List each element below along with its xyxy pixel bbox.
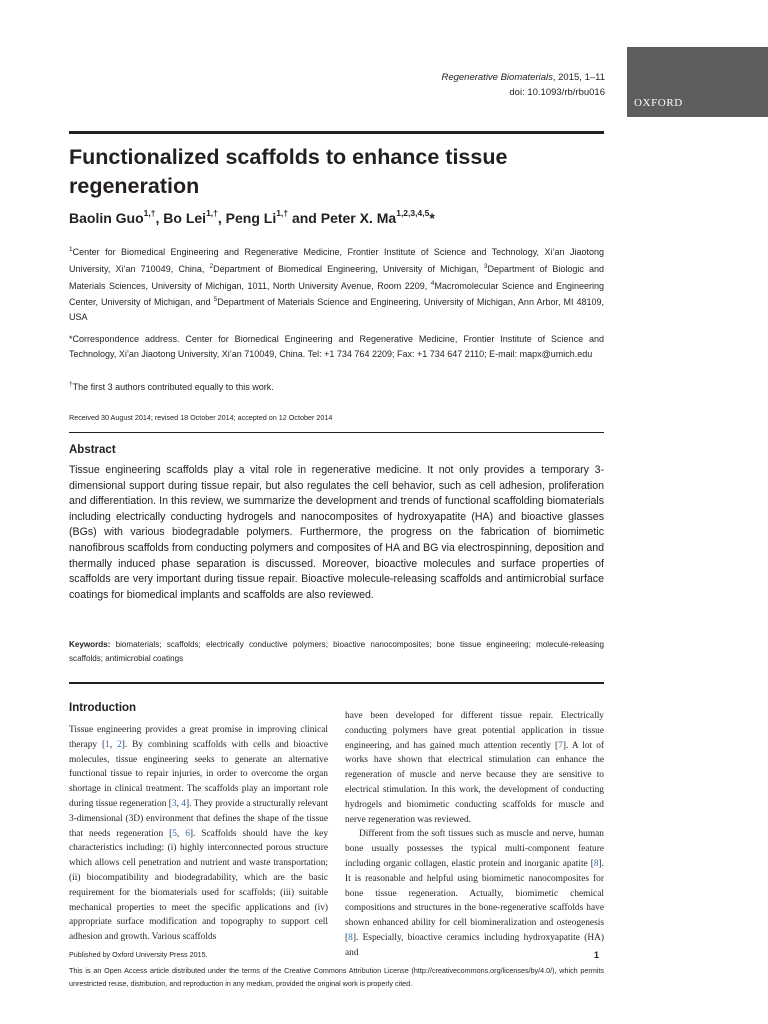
author-affiliation-mark: 1,† [276, 208, 289, 218]
top-rule [69, 131, 604, 134]
introduction-heading: Introduction [69, 702, 137, 714]
affiliation-text: Center for Biomedical Engineering and Regenerative Medicine, Frontier Institute of Science and Technology, Xi’an Jiaotong University, Xi’an 710049, China, [69, 247, 604, 274]
author-name[interactable]: Bo Lei [163, 210, 207, 226]
body-text: ]. A lot of works have shown that electrical stimulation can enhance the regeneration of muscle and nerve because they are sensitive to electrical stimulation. In this work, the development of conducting hydrogels and biomimetic conducting scaffolds for muscle and nerve regeneration was reviewed. [345, 740, 605, 825]
introduction-column-left [69, 723, 328, 945]
affiliation-number: 4 [430, 279, 435, 287]
affiliation-number: 2 [209, 262, 214, 270]
author-separator: , [155, 210, 164, 226]
oxford-logo-text: OXFORD [634, 97, 683, 109]
introduction-column-right [345, 709, 604, 961]
journal-name: Regenerative Biomaterials [441, 72, 553, 83]
reference-link[interactable]: 3 [171, 798, 177, 809]
author-affiliation-mark: 1,† [143, 208, 156, 218]
reference-link[interactable]: 8 [348, 932, 353, 943]
keywords [69, 638, 604, 666]
author-separator: , [217, 210, 226, 226]
reference-link[interactable]: 5 [172, 828, 177, 839]
affiliation-text: Department of Biologic and Materials Sciences, University of Michigan, 1011, North University Avenue, Room 2209, [69, 263, 605, 291]
section-rule [69, 682, 604, 684]
license-note: This is an Open Access article distributed under the terms of the Creative Commons Attribution License (http://creativecommons.org/licenses/by/4.0/), which permits unrestricted reuse, distribution, and reproduction in any medium, provided the original work is properly cited. [69, 966, 604, 988]
correspondence-address: *Correspondence address. Center for Biomedical Engineering and Regenerative Medicine, Frontier Institute of Science and Technology, Xi’an Jiaotong University, Xi’an 710049, China. Tel: +1 734 764 2209; Fax: +1 734 647 2110; E-mail: mapx@umich.edu [69, 334, 604, 359]
body-text: ]. They provide a structurally relevant 3-dimensional (3D) environment that defines the shape of the tissue that needs regeneration [ [69, 798, 328, 839]
corresponding-author-mark: * [429, 210, 435, 226]
author-affiliation-mark: 1,2,3,4,5 [396, 208, 430, 218]
author-name[interactable]: Peng Li [225, 210, 277, 226]
affiliation-number: 5 [213, 296, 218, 304]
journal-citation [441, 70, 605, 100]
journal-issue: , 2015, 1–11 [552, 72, 605, 83]
reference-link[interactable]: 7 [558, 740, 563, 751]
author-list [69, 208, 435, 226]
equal-contribution-text: The first 3 authors contributed equally to this work. [72, 382, 274, 392]
affiliation-number: 1 [69, 246, 73, 253]
divider-rule [69, 432, 604, 433]
page-number: 1 [594, 950, 600, 960]
body-text: ]. By combining scaffolds with cells and bioactive molecules, tissue engineering seeks to generate an alternative functional tissue to repair injuries, in order to overcome the organ shortage in clinical treatment. The scaffolds play an important role during tissue regeneration [ [69, 739, 328, 809]
paragraph [345, 709, 604, 827]
article-dates: Received 30 August 2014; revised 18 October 2014; accepted on 12 October 2014 [69, 413, 333, 422]
affiliation-text: Department of Biomedical Engineering, University of Michigan, [213, 263, 484, 274]
body-text: Tissue engineering provides a great promise in improving clinical therapy [ [69, 725, 328, 750]
body-text: , [109, 739, 118, 750]
body-text: Different from the soft tissues such as muscle and nerve, human bone usually possesses the typical multi-component feature including organic collagen, elastic protein and inorganic apatite [ [345, 829, 604, 869]
author-separator: and [288, 210, 321, 226]
doi[interactable]: doi: 10.1093/rb/rbu016 [509, 87, 605, 98]
affiliations [69, 243, 604, 325]
oxford-logo [627, 47, 768, 117]
reference-link[interactable]: 6 [185, 828, 190, 839]
reference-link[interactable]: 2 [117, 739, 122, 750]
keywords-text: biomaterials; scaffolds; electrically conductive polymers; bioactive nanocomposites; bone tissue engineering; molecule-releasing scaffolds; antimicrobial coatings [69, 640, 604, 663]
body-text: ]. It is reasonable and helpful using biomimetic nanocomposites for bone tissue regeneration. Actually, biomimetic chemical compositions and structures in the bone-regenerative scaffolds have shown enhanced ability for cell biomineralization and osteogenesis [ [345, 858, 604, 943]
body-text: have been developed for different tissue repair. Electrically conducting polymers have great potential application in tissue engineering, and has gained much attention recently [ [345, 711, 604, 751]
reference-link[interactable]: 1 [105, 739, 110, 750]
body-text: ]. Especially, bioactive ceramics including hydroxyapatite (HA) and [345, 932, 604, 958]
body-text: , [176, 798, 182, 809]
author-name[interactable]: Peter X. Ma [320, 210, 397, 226]
affiliation-number: 3 [483, 262, 488, 270]
reference-link[interactable]: 4 [181, 798, 186, 809]
affiliation-text: Macromolecular Science and Engineering Center, University of Michigan, and [69, 280, 604, 308]
equal-contribution-note [69, 381, 274, 392]
abstract-heading: Abstract [69, 444, 116, 456]
paragraph [345, 827, 604, 960]
body-text: , [176, 828, 186, 839]
body-text: ]. Scaffolds should have the key characteristics including: (i) highly interconnected porous structure which allows cell penetration and nutrient and waste transportation; (ii) biocompatibility and biodegradability, which are the basic requirement for the biomaterials used for scaffolds; (iii) suitable mechanical properties to meet the specific applications and (iv) appropriate surface modification and topography to support cell adhesion and growth. Various scaffolds [69, 828, 329, 943]
author-affiliation-mark: 1,† [206, 208, 218, 218]
keywords-label: Keywords: [69, 640, 111, 649]
dagger-mark: † [69, 381, 73, 388]
publisher-note: Published by Oxford University Press 2015. [69, 950, 208, 959]
author-name[interactable]: Baolin Guo [69, 210, 144, 226]
reference-link[interactable]: 8 [593, 858, 599, 869]
abstract-body: Tissue engineering scaffolds play a vital role in regenerative medicine. It not only provides a temporary 3-dimensional support during tissue repair, but also regulates the cell behavior, such as cell adhesion, proliferation and differentiation. In this review, we summarize the development and trends of functional scaffolding biomaterials including electrically conducting hydrogels and nanocomposites of hydroxyapatite (HA) and bioactive glasses (BGs) with various biodegradable polymers. Furthermore, the progress on the fabrication of biomimetic nanofibrous scaffolds from conducting polymers and composites of HA and BG via electrospinning, deposition and thermally induced phase separation is discussed. Moreover, bioactive molecules and surface properties of scaffolds are very important during tissue repair. Bioactive molecule-releasing scaffolds and antimicrobial surface coatings for biomedical implants and scaffolds are also reviewed. [69, 464, 604, 601]
article-title: Functionalized scaffolds to enhance tissue regeneration [69, 145, 508, 198]
affiliation-text: Department of Materials Science and Engineering, University of Michigan, Ann Arbor, MI 48109, USA [69, 297, 605, 323]
